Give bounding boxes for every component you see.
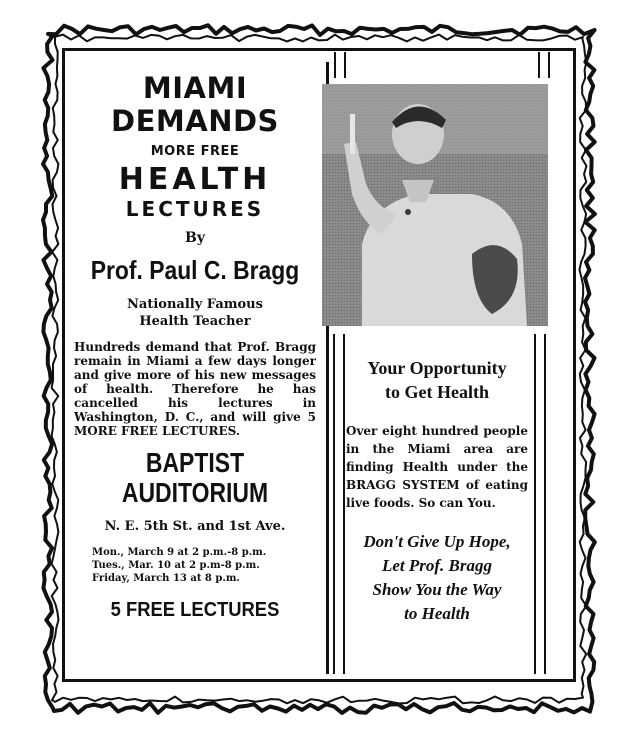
slogan-line4: to Health	[404, 604, 470, 623]
column-rule-right-right	[534, 334, 546, 674]
slogan-line1: Don't Give Up Hope,	[363, 532, 511, 551]
right-column	[346, 340, 528, 660]
lecturer-name: Prof. Paul C. Bragg	[90, 255, 300, 285]
left-column	[66, 58, 324, 676]
headline-lectures: LECTURES	[125, 197, 265, 221]
column-rule-top-right	[538, 52, 550, 78]
opportunity-paragraph: Over eight hundred people in the Miami area are finding Health under the BRAGG SYSTEM of eating live foods. So can You.	[346, 424, 528, 510]
schedule-item: Friday, March 13 at 8 p.m.	[92, 573, 240, 584]
byline-by: By	[185, 230, 205, 246]
venue-line1: BAPTIST	[145, 447, 245, 478]
lecturer-photo	[322, 84, 548, 326]
headline-more-free: MORE FREE	[150, 144, 240, 159]
closing-banner: 5 FREE LECTURES	[110, 599, 280, 621]
tagline-line1: Nationally Famous	[127, 297, 263, 312]
headline-miami: MIAMI	[142, 71, 248, 105]
opportunity-heading-line2: to Get Health	[385, 382, 489, 402]
opportunity-heading-line1: Your Opportunity	[367, 358, 507, 378]
venue-address: N. E. 5th St. and 1st Ave.	[104, 519, 286, 534]
slogan-line3: Show You the Way	[372, 580, 502, 599]
photo-illustration	[322, 84, 548, 326]
schedule-list	[74, 546, 316, 585]
headline-health: HEALTH	[118, 162, 272, 197]
schedule-item: Mon., March 9 at 2 p.m.-8 p.m.	[92, 547, 267, 558]
schedule-item: Tues., Mar. 10 at 2 p.m-8 p.m.	[92, 560, 260, 571]
venue-line2: AUDITORIUM	[121, 477, 269, 508]
headline-demands: DEMANDS	[111, 104, 279, 138]
column-rule-right-left	[333, 334, 345, 674]
slogan-line2: Let Prof. Bragg	[381, 556, 493, 575]
column-rule-top	[334, 52, 346, 78]
tagline-line2: Health Teacher	[139, 314, 251, 329]
announcement-paragraph: Hundreds demand that Prof. Bragg remain in Miami a few days longer and give more of his new messages of health. Therefore he has cancelled his lectures in Washington, D. C., and will give 5 MORE FREE LECTURES.	[74, 340, 316, 438]
